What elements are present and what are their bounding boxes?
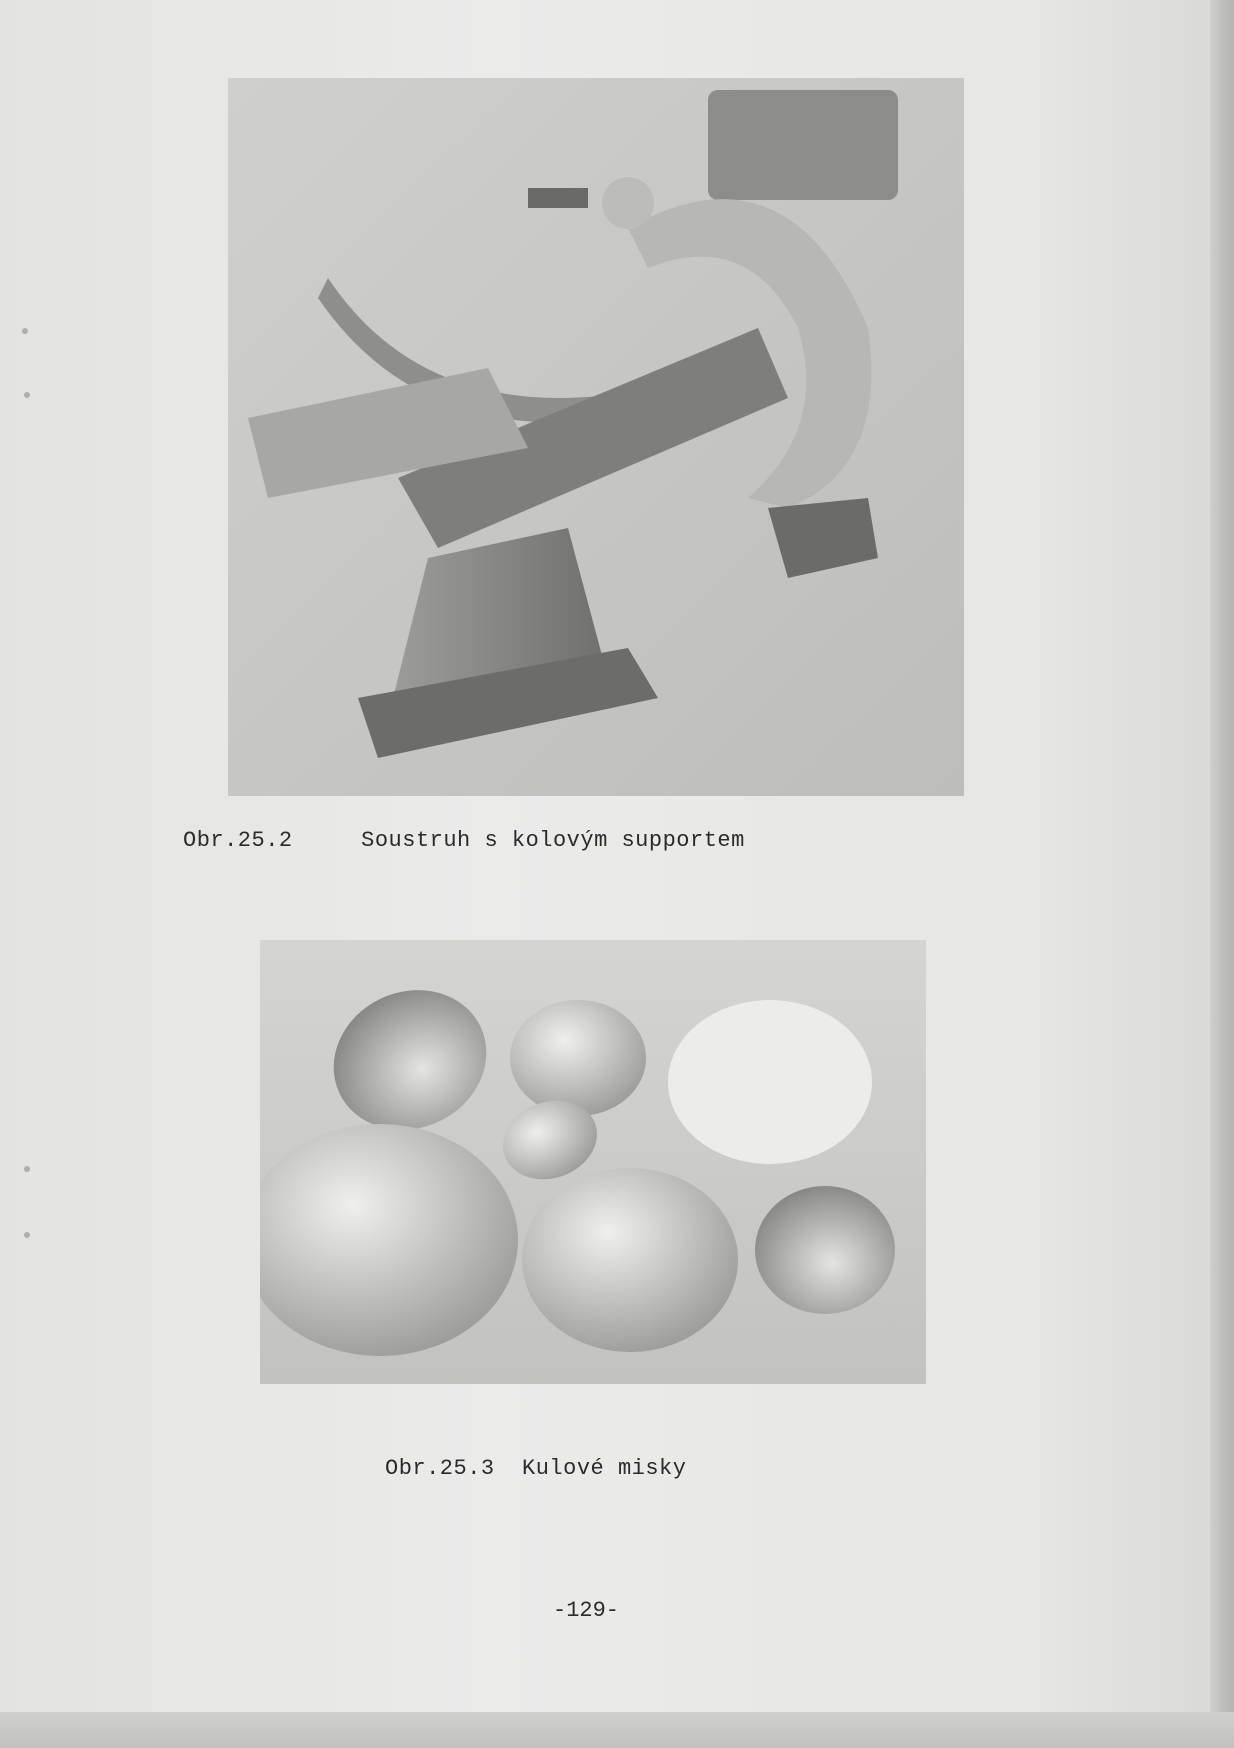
figure-25-2-title: Soustruh s kolovým supportem: [361, 828, 745, 853]
figure-25-3-caption: [385, 1456, 686, 1481]
page-number: -129-: [553, 1598, 620, 1623]
punch-hole-icon: [24, 392, 30, 398]
lathe-photo-icon: [228, 78, 964, 796]
figure-25-2-photo: [228, 78, 964, 796]
punch-hole-icon: [24, 1232, 30, 1238]
figure-25-2-caption: [183, 828, 745, 853]
punch-hole-icon: [24, 1166, 30, 1172]
figure-25-2-number: Obr.25.2: [183, 828, 293, 853]
scan-bottom-edge: [0, 1712, 1234, 1748]
spherical-bowls-photo-icon: [260, 940, 926, 1384]
figure-25-3-photo: [260, 940, 926, 1384]
punch-hole-icon: [22, 328, 28, 334]
figure-25-3-title: Kulové misky: [522, 1456, 687, 1481]
page-edge: [1210, 0, 1234, 1748]
figure-25-3-number: Obr.25.3: [385, 1456, 495, 1481]
